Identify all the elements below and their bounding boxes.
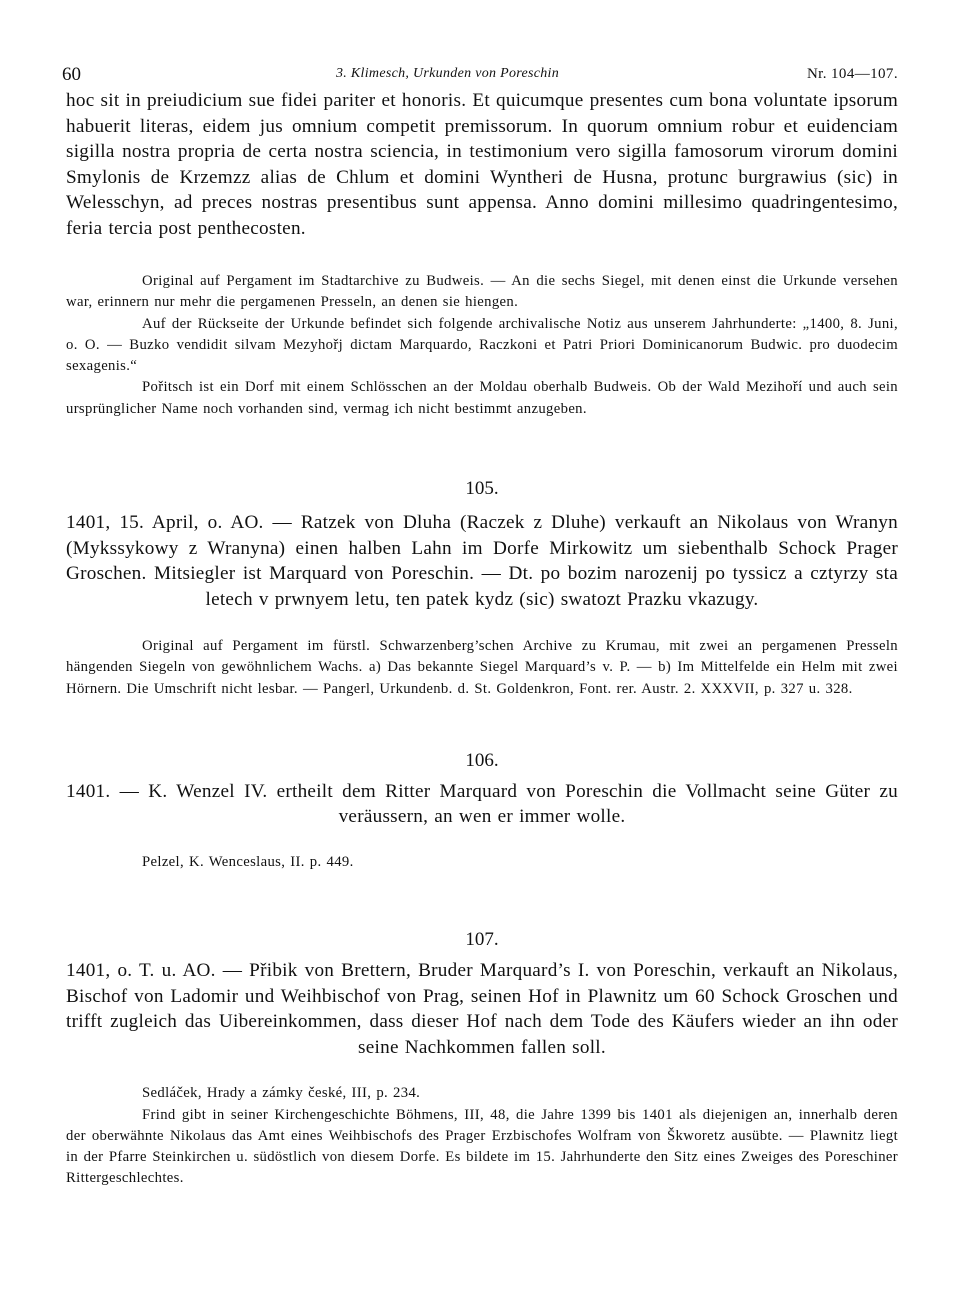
regest-paragraph: 1401, 15. April, o. AO. — Ratzek von Dluha (Raczek z Dluhe) verkauft an Nikolaus von Wranyn (Mykssykowy z Wranyna) einen halben Lahn im Dorfe Mirkowitz um siebenthalb Schock Prager Groschen. Mitsiegler ist Marquard von Poreschin. — Dt. po bozim narozenij po tyssicz a cztyrzy sta letech v prwnyem letu, ten patek kydz (sic) swatozt Prazku vkazugy.	[66, 512, 898, 610]
note-paragraph: Pořitsch ist ein Dorf mit einem Schlösschen an der Moldau oberhalb Budweis. Ob der Wald Mezihoří und auch sein ursprünglicher Name noch vorhanden sind, vermag ich nicht bestimmt anzugeben.	[66, 379, 898, 417]
note-paragraph: Frind gibt in seiner Kirchengeschichte Böhmens, III, 48, die Jahre 1399 bis 1401 als diejenigen an, innerhalb deren der oberwähnte Nikolaus das Amt eines Weihbischofs des Prager Erzbischofes Wolfram von Škworetz ausübte. — Plawnitz liegt in der Pfarre Steinkirchen u. südöstlich von diesem Dorfe. Es bildete im 15. Jahrhunderte den Sitz eines Zweiges des Poreschiner Rittergeschlechtes.	[66, 1106, 898, 1187]
note-paragraph: Auf der Rückseite der Urkunde befindet sich folgende archivalische Notiz aus unserem Jahrhunderte: „1400, 8. Juni, o. O. — Buzko vendidit silvam Mezyhořj dictam Marquardo, Raczkoni et Patri Priori Dominicanorum Budwic. pro duodecim sexagenis.“	[66, 315, 898, 375]
regest-paragraph: 1401, o. T. u. AO. — Přibik von Brettern, Bruder Marquard’s I. von Poreschin, verkauft an Nikolaus, Bischof von Ladomir und Weihbischof von Prag, seinen Hof in Plawnitz um 60 Schock Groschen und trifft zugleich das Uibereinkommen, dass dieser Hof nach dem Tode des Käufers wieder an ihn oder seine Nachkommen fallen soll.	[66, 960, 898, 1058]
continuation-text	[66, 88, 898, 241]
document-range: Nr. 104—107.	[806, 66, 898, 82]
running-header	[62, 60, 898, 86]
entry-notes-107	[66, 1083, 898, 1189]
note-paragraph: Sedláček, Hrady a zámky české, III, p. 234.	[142, 1085, 421, 1102]
regest-paragraph: 1401. — K. Wenzel IV. ertheilt dem Ritter Marquard von Poreschin die Vollmacht seine Güter zu veräussern, an wen er immer wolle.	[66, 780, 898, 828]
continuation-notes	[66, 271, 898, 420]
page-number: 60	[62, 64, 81, 85]
entry-regest-106	[66, 779, 898, 830]
entry-regest-107	[66, 958, 898, 1060]
entry-number-107: 107.	[465, 929, 499, 951]
entry-number-106: 106.	[465, 749, 499, 771]
running-title: 3. Klimesch, Urkunden von Poreschin	[336, 66, 560, 81]
continuation-paragraph: hoc sit in preiudicium sue fidei pariter et honoris. Et quicumque presentes cum bona voluntate ipsorum habuerit literas, eidem jus omnium competit premissorum. In quorum omnium robur et euidenciam sigilla nostra propria de certa nostra sciencia, in testimonium vero sigilla famosorum virorum domini Smylonis de Krzemzz alias de Chlum et domini Wyntheri de Husna, protunc burgrawius (sic) in Welesschyn, ad preces nostras presentibus sunt appensa. Anno domini millesimo quadringentesimo, feria tercia post penthecosten.	[66, 90, 898, 239]
note-paragraph: Original auf Pergament im fürstl. Schwarzenberg’schen Archive zu Krumau, mit zwei an pergamenen Presseln hängenden Siegeln von gewöhnlichem Wachs. a) Das bekannte Siegel Marquard’s v. P. — b) Im Mittelfelde ein Helm mit zwei Hörnern. Die Umschrift nicht lesbar. — Pangerl, Urkundenb. d. St. Goldenkron, Font. rer. Austr. 2. XXXVII, p. 327 u. 328.	[66, 638, 898, 697]
entry-notes-106	[66, 852, 898, 873]
entry-notes-105	[66, 636, 898, 700]
entry-regest-105	[66, 510, 898, 612]
note-paragraph: Pelzel, K. Wenceslaus, II. p. 449.	[142, 853, 354, 870]
note-paragraph: Original auf Pergament im Stadtarchive zu Budweis. — An die sechs Siegel, mit denen einst die Urkunde versehen war, erinnern nur mehr die pergamenen Presseln, an denen sie hiengen.	[66, 273, 898, 311]
document-page	[62, 60, 898, 1190]
entry-number-105: 105.	[465, 478, 499, 500]
